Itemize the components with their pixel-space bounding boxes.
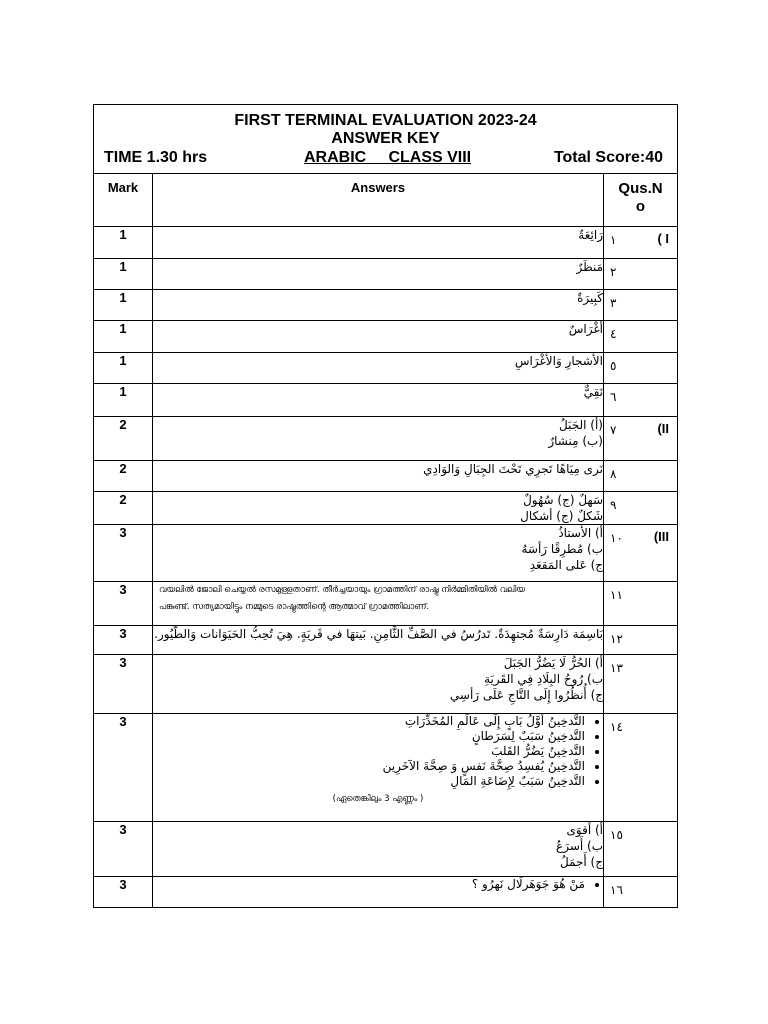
question-number: ٧ [610,423,617,437]
answer-bullet-list [153,877,603,892]
answer-bullet-list [153,714,603,789]
header-info-row [104,149,663,169]
answer-text [153,461,604,492]
answer-bullet-item: • التَّدخِينُ يَضُرُّ القَلبَ [153,744,585,759]
mark-value: 1 [94,259,153,290]
answer-line: رَائِعَةٌ [578,228,603,242]
mark-value: 3 [94,714,153,822]
answer-text [153,714,604,822]
total-score-label: Total Score:40 [553,149,664,166]
question-number-cell [604,877,678,908]
answer-text [153,655,604,714]
answer-line: كَبِيرَةٌ [577,291,603,305]
mark-value: 2 [94,417,153,461]
answer-text [153,290,604,321]
mark-value: 1 [94,227,153,259]
mark-value: 3 [94,877,153,908]
answer-line: വയലിൽ ജോലി ചെയ്യൽ രസമുള്ളതാണ്. തീർച്ചയായും ഗ്രാമത്തിന് രാഷ്ട്ര നിർമ്മിതിയിൽ വലിയ [159,585,525,595]
section-label: (III [653,529,670,544]
answer-row [94,461,678,492]
answer-row [94,655,678,714]
answer-row [94,290,678,321]
answer-row [94,353,678,384]
answer-text [153,822,604,877]
answer-text [153,227,604,259]
answer-text [153,259,604,290]
question-number-column-header: Qus.N o [604,174,678,227]
answer-text [153,626,604,655]
answer-line: أ) أَقوَى [566,823,603,837]
answer-line: ج) أَجمَلُ [559,855,603,869]
question-number-cell [604,626,678,655]
answer-row [94,259,678,290]
question-number: ١٤ [610,720,623,734]
answer-line: أَغْرَاسٌ [568,322,603,336]
question-number-cell [604,259,678,290]
question-number-cell [604,461,678,492]
question-number: ٤ [610,327,617,341]
mark-value: 3 [94,655,153,714]
question-number: ٣ [610,296,617,310]
answer-row [94,714,678,822]
answers-column-header: Answers [153,174,604,227]
mark-value: 1 [94,353,153,384]
answer-key-table [93,104,678,908]
answer-line: أ) الحُرُّ لَا يَضُرُّ الجَبَلَ [503,656,603,670]
mark-value: 3 [94,626,153,655]
answer-line: شَكلٌ (ج) أشكال [520,509,603,523]
answer-line: (ب) مِنشارٌ [548,434,603,448]
answer-key-title: ANSWER KEY [331,130,440,147]
question-number: ١٦ [610,883,623,897]
answer-text [153,877,604,908]
question-number: ١١ [610,588,623,602]
question-number-cell [604,714,678,822]
question-number-cell [604,582,678,626]
answer-line: ج) أُنظُرُوا إِلَى التَّاجِ عَلَى رَأسِي [449,688,603,702]
answer-line: الأَشجارِ وَالأَغْرَاسِ [514,354,603,368]
answer-text [153,353,604,384]
mark-value: 1 [94,290,153,321]
answer-note: ( ഏതെങ്കിലും 3 എണ്ണം) [332,794,424,804]
answer-text [153,321,604,353]
question-number: ٦ [610,390,617,404]
answer-line: بَاسِمَة دَارِسَةٌ مُجتهِدَةٌ. تَدرُسُ في الصَّفِّ الثَّامِنِ. بَيتهَا في قَريَةٍ. هِيَ تُحِبُّ الحَيَوَانات وَالطُّيُور. [154,627,603,641]
answer-line: نَقِيٌّ [583,385,603,399]
answer-row [94,417,678,461]
answer-line: (أ) الجَبَلُ [559,418,603,432]
question-number: ٢ [610,265,617,279]
question-number: ٨ [610,467,617,481]
answer-bullet-item: • مَنْ هُوَ جَوَهَرلَال نَهرُو ؟ [153,877,585,892]
answer-text [153,525,604,582]
mark-value: 1 [94,321,153,353]
answer-line: ب) أَسرَعُ [556,839,603,853]
answer-row [94,321,678,353]
question-number-cell [604,822,678,877]
mark-value: 3 [94,822,153,877]
mark-value: 3 [94,525,153,582]
answer-bullet-item: • التَّدخِينُ أَوَّلُ بَابٍ إِلَى عَالَمِ المُخَدِّرَاتِ [153,714,585,729]
answer-line: ب) مُطرِقًا رَأسَهُ [521,542,603,556]
answer-line: ب) رُوحُ البِلَادِ فِي القَريَةِ [484,672,603,686]
answer-text [153,384,604,417]
question-number-cell [604,492,678,525]
answer-bullet-item: • التَّدخِينُ يُفسِدُ صِحَّةَ نَفسٍ وَ صِحَّةَ الآخَرِين [153,759,585,774]
question-number-cell [604,384,678,417]
mark-value: 3 [94,582,153,626]
question-number-cell [604,655,678,714]
answer-row [94,492,678,525]
time-label: TIME 1.30 hrs [104,149,208,166]
question-number: ١٢ [610,632,623,646]
answer-text [153,492,604,525]
question-number: ١٠ [610,531,623,545]
section-label: ( I [657,231,670,246]
answer-rows [94,227,678,908]
question-number: ٩ [610,498,617,512]
question-number-cell [604,290,678,321]
answer-row [94,384,678,417]
section-label: (II [657,421,670,436]
question-number-cell [604,227,678,259]
mark-value: 2 [94,461,153,492]
question-number-cell [604,417,678,461]
exam-title: FIRST TERMINAL EVALUATION 2023-24 [234,112,537,129]
header-cell [94,105,678,174]
answer-row [94,582,678,626]
answer-row [94,525,678,582]
answer-line: ج) عَلى المَقعَدِ [529,558,603,572]
answer-line: പങ്കുണ്ട്. സത്യമായിട്ടും നമ്മുടെ രാഷ്ട്രത്തിന്റെ ആത്മാവ് ഗ്രാമത്തിലാണ്. [159,602,430,612]
answer-row [94,227,678,259]
subject-class-label: ARABIC CLASS VIII [304,149,472,166]
question-number-cell [604,353,678,384]
question-number: ١٣ [610,661,623,675]
answer-line: مَنظَرٌ [576,260,603,274]
question-number-cell [604,525,678,582]
answer-bullet-item: • التَّدخِينُ سَبَبٌ لِسَرَطانٍ [153,729,585,744]
mark-column-header: Mark [94,174,153,227]
answer-text [153,417,604,461]
mark-value: 1 [94,384,153,417]
answer-bullet-item: • التَّدخِينُ سَبَبٌ لِإِضَاعَةِ المَالِ [153,774,585,789]
question-number-cell [604,321,678,353]
answer-row [94,877,678,908]
answer-text [153,582,604,626]
question-number: ٥ [610,359,617,373]
answer-row [94,626,678,655]
question-number: ١ [610,233,617,247]
answer-line: سَهلٌ (ج) سُهُولٌ [523,493,603,507]
answer-line: نَرى مِيَاهًا تَجرِي تَحْتَ الجِبَالِ وَالوَادِي [423,462,603,476]
mark-value: 2 [94,492,153,525]
answer-row [94,822,678,877]
question-number: ١٥ [610,828,623,842]
answer-line: أ) الأُستاذُ [558,526,603,540]
